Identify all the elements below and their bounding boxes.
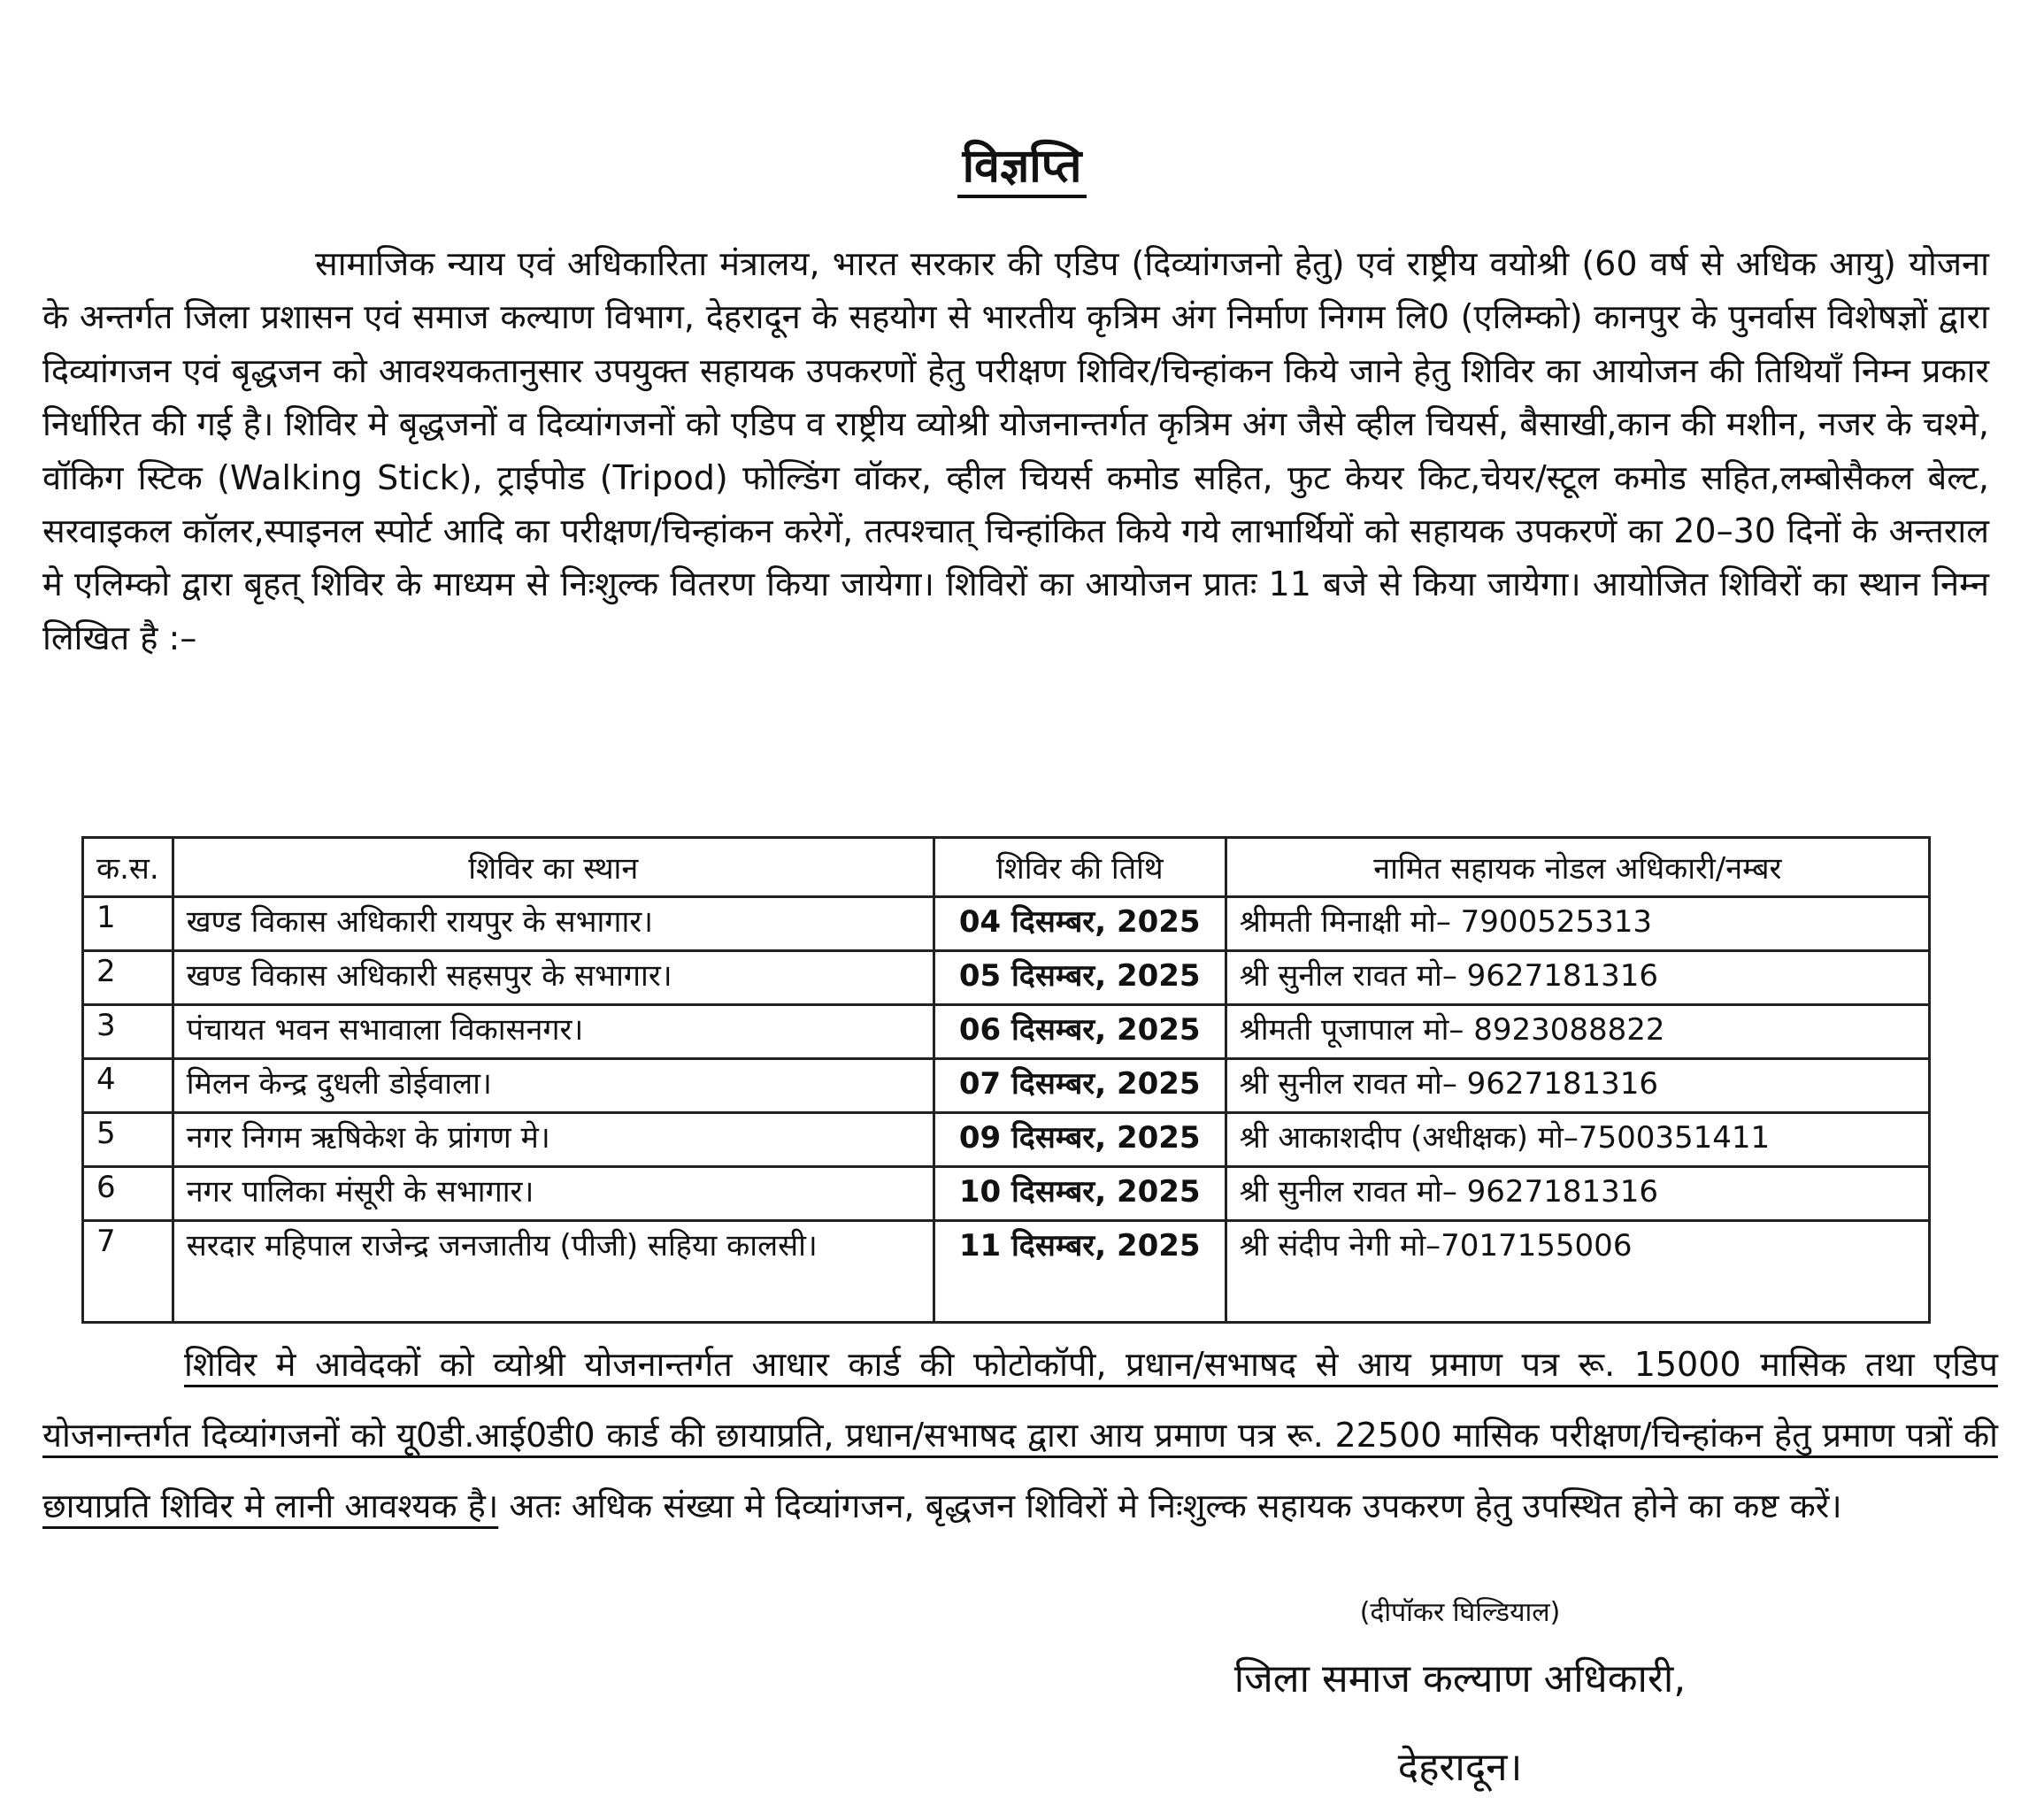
row-sn: 5 (83, 1113, 173, 1167)
row-officer: श्री संदीप नेगी मो–7017155006 (1226, 1221, 1929, 1323)
row-officer: श्री सुनील रावत मो– 9627181316 (1226, 1059, 1929, 1113)
row-officer: श्रीमती पूजापाल मो– 8923088822 (1226, 1005, 1929, 1059)
row-date: 05 दिसम्बर, 2025 (934, 951, 1226, 1005)
row-officer: श्री आकाशदीप (अधीक्षक) मो–7500351411 (1226, 1113, 1929, 1167)
header-place: शिविर का स्थान (173, 838, 934, 897)
table-row (83, 1221, 1930, 1323)
row-place: खण्ड विकास अधिकारी सहसपुर के सभागार। (173, 951, 934, 1005)
row-date: 09 दिसम्बर, 2025 (934, 1113, 1226, 1167)
table-header-row (83, 838, 1930, 897)
row-place: मिलन केन्द्र दुधली डोईवाला। (173, 1059, 934, 1113)
row-place: पंचायत भवन सभावाला विकासनगर। (173, 1005, 934, 1059)
requirements-rest: अतः अधिक संख्या मे दिव्यांगजन, बृद्धजन शिविरों मे निःशुल्क सहायक उपकरण हेतु उपस्थित होने का कष्ट करें। (498, 1486, 1842, 1525)
header-officer: नामित सहायक नोडल अधिकारी/नम्बर (1226, 838, 1929, 897)
signatory-name: (दीपॉकर घिल्डियाल) (1359, 1597, 1561, 1628)
table-row (83, 1167, 1930, 1221)
intro-paragraph (42, 237, 1989, 664)
signature-block (1150, 1593, 1770, 1792)
row-sn: 3 (83, 1005, 173, 1059)
row-date: 06 दिसम्बर, 2025 (934, 1005, 1226, 1059)
table-row (83, 1005, 1930, 1059)
row-sn: 7 (83, 1221, 173, 1323)
row-sn: 6 (83, 1167, 173, 1221)
requirements-text (42, 1329, 1998, 1541)
signatory-place: देहरादून। (1397, 1745, 1523, 1790)
row-sn: 4 (83, 1059, 173, 1113)
row-officer: श्री सुनील रावत मो– 9627181316 (1226, 1167, 1929, 1221)
row-date: 10 दिसम्बर, 2025 (934, 1167, 1226, 1221)
header-date: शिविर की तिथि (934, 838, 1226, 897)
row-date: 04 दिसम्बर, 2025 (934, 897, 1226, 951)
row-place: नगर पालिका मंसूरी के सभागार। (173, 1167, 934, 1221)
row-place: खण्ड विकास अधिकारी रायपुर के सभागार। (173, 897, 934, 951)
row-officer: श्री सुनील रावत मो– 9627181316 (1226, 951, 1929, 1005)
table-row (83, 1113, 1930, 1167)
notice-title (0, 133, 2044, 196)
table-row (83, 1059, 1930, 1113)
row-sn: 2 (83, 951, 173, 1005)
signatory-designation: जिला समाज कल्याण अधिकारी, (1233, 1656, 1687, 1701)
row-sn: 1 (83, 897, 173, 951)
row-place: नगर निगम ऋषिकेश के प्रांगण मे। (173, 1113, 934, 1167)
requirements-underlined: शिविर मे आवेदकों को व्योश्री योजनान्तर्गत आधार कार्ड की फोटोकॉपी, प्रधान/सभाषद से आय प्रमाण पत्र रू. 15000 मासिक तथा एडिप योजनान्तर्गत दिव्यांगजनों को यू0डी.आई0डी0 कार्ड की छायाप्रति, प्रधान/सभाषद द्वारा आय प्रमाण पत्र रू. 22500 मासिक परीक्षण/चिन्हांकन हेतु प्रमाण पत्रों की छायाप्रति शिविर मे लानी आवश्यक है। (42, 1345, 1998, 1525)
row-officer: श्रीमती मिनाक्षी मो– 7900525313 (1226, 897, 1929, 951)
header-sn: क.स. (83, 838, 173, 897)
table-row (83, 951, 1930, 1005)
notice-title-text: विज्ञप्ति (957, 140, 1087, 198)
intro-text: सामाजिक न्याय एवं अधिकारिता मंत्रालय, भारत सरकार की एडिप (दिव्यांगजनो हेतु) एवं राष्ट्रीय वयोश्री (60 वर्ष से अधिक आयु) योजना के अन्तर्गत जिला प्रशासन एवं समाज कल्याण विभाग, देहरादून के सहयोग से भारतीय कृत्रिम अंग निर्माण निगम लि0 (एलिम्को) कानपुर के पुनर्वास विशेषज्ञों द्वारा दिव्यांगजन एवं बृद्धजन को आवश्यकतानुसार उपयुक्त सहायक उपकरणों हेतु परीक्षण शिविर/चिन्हांकन किये जाने हेतु शिविर का आयोजन की तिथियाँ निम्न प्रकार निर्धारित की गई है। शिविर मे बृद्धजनों व दिव्यांगजनों को एडिप व राष्ट्रीय व्योश्री योजनान्तर्गत कृत्रिम अंग जैसे व्हील चियर्स, बैसाखी,कान की मशीन, नजर के चश्मे, वॉकिग स्टिक (Walking Stick), ट्राईपोड (Tripod) फोल्डिंग वॉकर, व्हील चियर्स कमोड सहित, फुट केयर किट,चेयर/स्टूल कमोड सहित,लम्बोसैकल बेल्ट, सरवाइकल कॉलर,स्पाइनल स्पोर्ट आदि का परीक्षण/चिन्हांकन करेगें, तत्पश्चात् चिन्हांकित किये गये लाभार्थियों को सहायक उपकरणें का 20–30 दिनों के अन्तराल मे एलिम्को द्वारा बृहत् शिविर के माध्यम से निःशुल्क वितरण किया जायेगा। शिविरों का आयोजन प्रातः 11 बजे से किया जायेगा। आयोजित शिविरों का स्थान निम्न लिखित है :– (42, 244, 1989, 657)
row-date: 11 दिसम्बर, 2025 (934, 1221, 1226, 1323)
camps-table (81, 836, 1931, 1324)
table-row (83, 897, 1930, 951)
requirements-paragraph (42, 1329, 1998, 1541)
row-place: सरदार महिपाल राजेन्द्र जनजातीय (पीजी) सहिया कालसी। (173, 1221, 934, 1323)
row-date: 07 दिसम्बर, 2025 (934, 1059, 1226, 1113)
